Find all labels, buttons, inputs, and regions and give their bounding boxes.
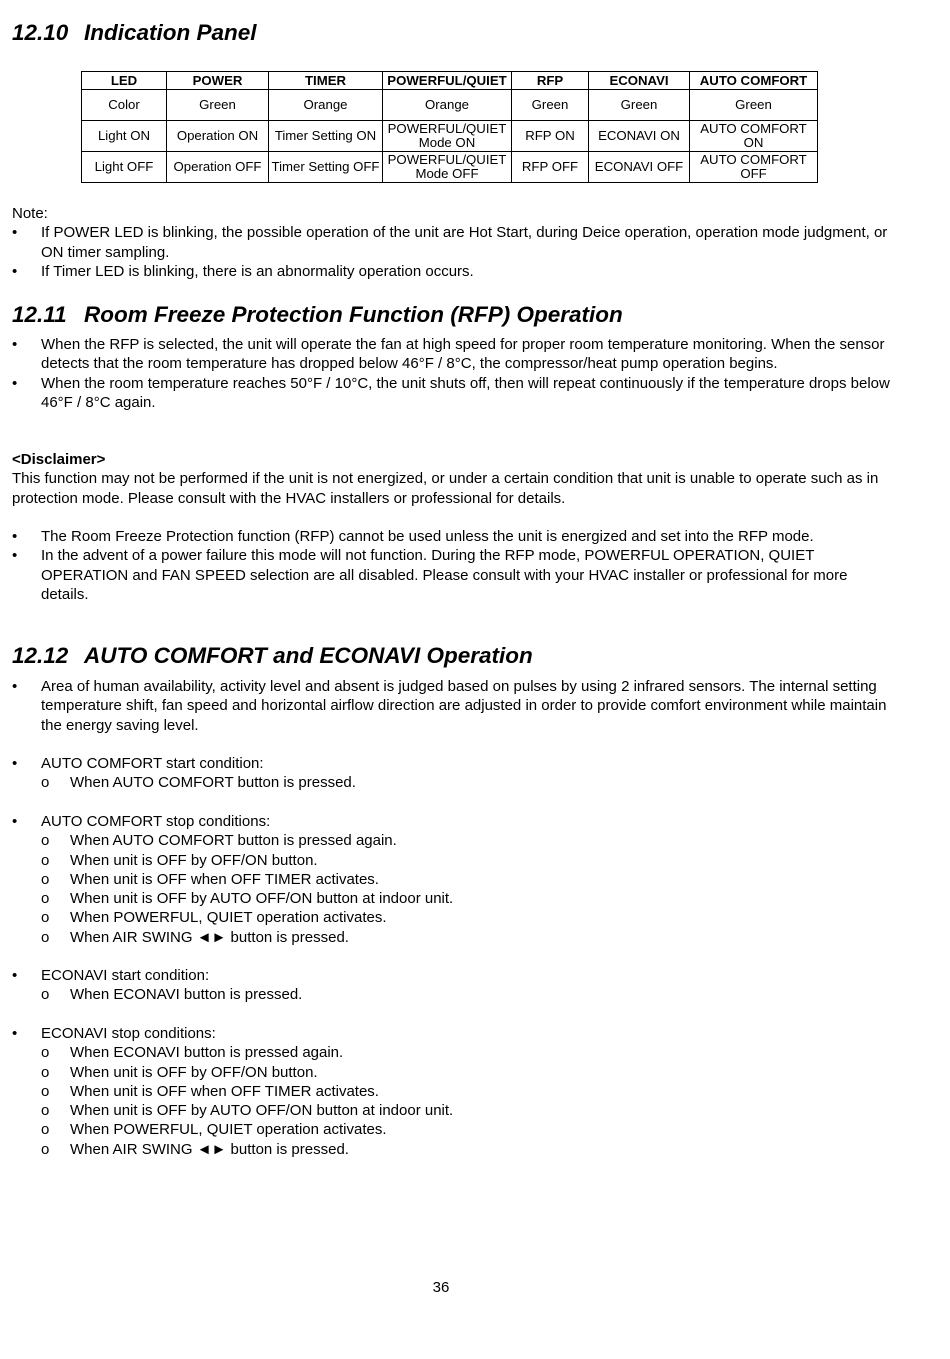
table-row [82,121,818,152]
rfp-block [12,335,892,412]
sub-list [41,831,892,947]
list-item: • If Timer LED is blinking, there is an abnormality operation occurs. [12,262,892,281]
table-cell: RFP OFF [512,152,589,183]
sub-list-item: o When unit is OFF by OFF/ON button. [41,1063,892,1082]
section-heading-12-11 [12,302,623,328]
sub-list-item: o When AUTO COMFORT button is pressed again. [41,831,892,850]
table-cell: Green [589,90,690,121]
table-cell: Light OFF [82,152,167,183]
sub-list [41,773,892,792]
sub-list-item: o When unit is OFF by OFF/ON button. [41,851,892,870]
table-row [82,90,818,121]
list-item [12,812,892,947]
table-cell: Green [690,90,818,121]
section-title: AUTO COMFORT and ECONAVI Operation [84,643,533,668]
list-label: ECONAVI start condition: [41,967,210,984]
sub-list-item: o When unit is OFF when OFF TIMER activates. [41,1082,892,1101]
disclaimer-label: <Disclaimer> [12,451,106,468]
econavi-start [12,966,892,1005]
section-number: 12.10 [12,20,69,45]
table-cell: Timer Setting OFF [269,152,383,183]
eco-start-list [12,966,892,1005]
table-header-cell: LED [82,72,167,90]
disclaimer-text: This function may not be performed if the unit is not energized, or under a certain condition that unit is unable to operate such as in protection mode. Please consult with the HVAC installers or professional for details. [12,470,879,507]
table-cell: ECONAVI ON [589,121,690,152]
sub-list-item: o When ECONAVI button is pressed. [41,985,892,1004]
disclaimer-block [12,450,892,508]
section-heading-12-12 [12,643,533,669]
econavi-stop [12,1024,892,1159]
list-item [12,754,892,793]
list-label: AUTO COMFORT start condition: [41,755,264,772]
section-heading-12-10 [12,20,257,46]
list-item: • When the room temperature reaches 50°F / 10°C, the unit shuts off, then will repeat continuously if the temperature drops below 46°F / 8°C again. [12,374,892,413]
sub-list-item: o When unit is OFF by AUTO OFF/ON button at indoor unit. [41,1101,892,1120]
list-item [12,966,892,1005]
intro-list [12,677,892,735]
section-title: Indication Panel [84,20,257,45]
table-cell: ECONAVI OFF [589,152,690,183]
auto-comfort-stop [12,812,892,947]
table-header-cell: RFP [512,72,589,90]
note-label: Note: [12,205,48,222]
list-item: • Area of human availability, activity level and absent is judged based on pulses by using 2 infrared sensors. The internal setting temperature shift, fan speed and horizontal airflow direction are adjusted in order to provide comfort environment while maintain the energy saving level. [12,677,892,735]
table-header-cell: ECONAVI [589,72,690,90]
note-list [12,223,892,281]
table-header-row [82,72,818,90]
table-cell: Green [167,90,269,121]
auto-comfort-intro [12,677,892,735]
section-number: 12.12 [12,643,69,668]
table-cell: Orange [269,90,383,121]
rfp-list-2 [12,527,892,604]
rfp-list [12,335,892,412]
ac-start-list [12,754,892,793]
note-block [12,204,892,281]
sub-list-item: o When unit is OFF by AUTO OFF/ON button at indoor unit. [41,889,892,908]
table-cell: POWERFUL/QUIET Mode ON [383,121,512,152]
table-cell: AUTO COMFORT OFF [690,152,818,183]
table-cell: POWERFUL/QUIET Mode OFF [383,152,512,183]
list-label: ECONAVI stop conditions: [41,1025,216,1042]
sub-list-item: o When AIR SWING ◄► button is pressed. [41,928,892,947]
table-cell: Green [512,90,589,121]
auto-comfort-start [12,754,892,793]
list-item [12,1024,892,1159]
indication-panel-table [81,71,818,183]
list-item: • If POWER LED is blinking, the possible operation of the unit are Hot Start, during Deice operation, operation mode judgment, or ON timer sampling. [12,223,892,262]
section-number: 12.11 [12,302,67,327]
ac-stop-list [12,812,892,947]
table-cell: Operation ON [167,121,269,152]
table-header-cell: POWER [167,72,269,90]
page-number: 36 [432,1279,450,1296]
table-cell: Color [82,90,167,121]
section-title: Room Freeze Protection Function (RFP) Operation [84,302,623,327]
sub-list [41,985,892,1004]
sub-list-item: o When ECONAVI button is pressed again. [41,1043,892,1062]
table-cell: Operation OFF [167,152,269,183]
sub-list-item: o When AUTO COMFORT button is pressed. [41,773,892,792]
rfp-block-2 [12,527,892,604]
sub-list-item: o When AIR SWING ◄► button is pressed. [41,1140,892,1159]
sub-list-item: o When POWERFUL, QUIET operation activates. [41,908,892,927]
table-cell: Orange [383,90,512,121]
list-item: • In the advent of a power failure this mode will not function. During the RFP mode, POWERFUL OPERATION, QUIET OPERATION and FAN SPEED selection are all disabled. Please consult with your HVAC installer or professional for more details. [12,546,892,604]
table-header-cell: AUTO COMFORT [690,72,818,90]
sub-list [41,1043,892,1159]
table-header-cell: TIMER [269,72,383,90]
table-header-cell: POWERFUL/QUIET [383,72,512,90]
list-item: • The Room Freeze Protection function (RFP) cannot be used unless the unit is energized and set into the RFP mode. [12,527,892,546]
table-cell: Light ON [82,121,167,152]
list-label: AUTO COMFORT stop conditions: [41,813,271,830]
list-item: • When the RFP is selected, the unit will operate the fan at high speed for proper room temperature monitoring. When the sensor detects that the room temperature has dropped below 46°F / 8°C, the compressor/heat pump operation begins. [12,335,892,374]
eco-stop-list [12,1024,892,1159]
table-row [82,152,818,183]
sub-list-item: o When unit is OFF when OFF TIMER activates. [41,870,892,889]
table-cell: RFP ON [512,121,589,152]
table-cell: Timer Setting ON [269,121,383,152]
sub-list-item: o When POWERFUL, QUIET operation activates. [41,1120,892,1139]
table-cell: AUTO COMFORT ON [690,121,818,152]
